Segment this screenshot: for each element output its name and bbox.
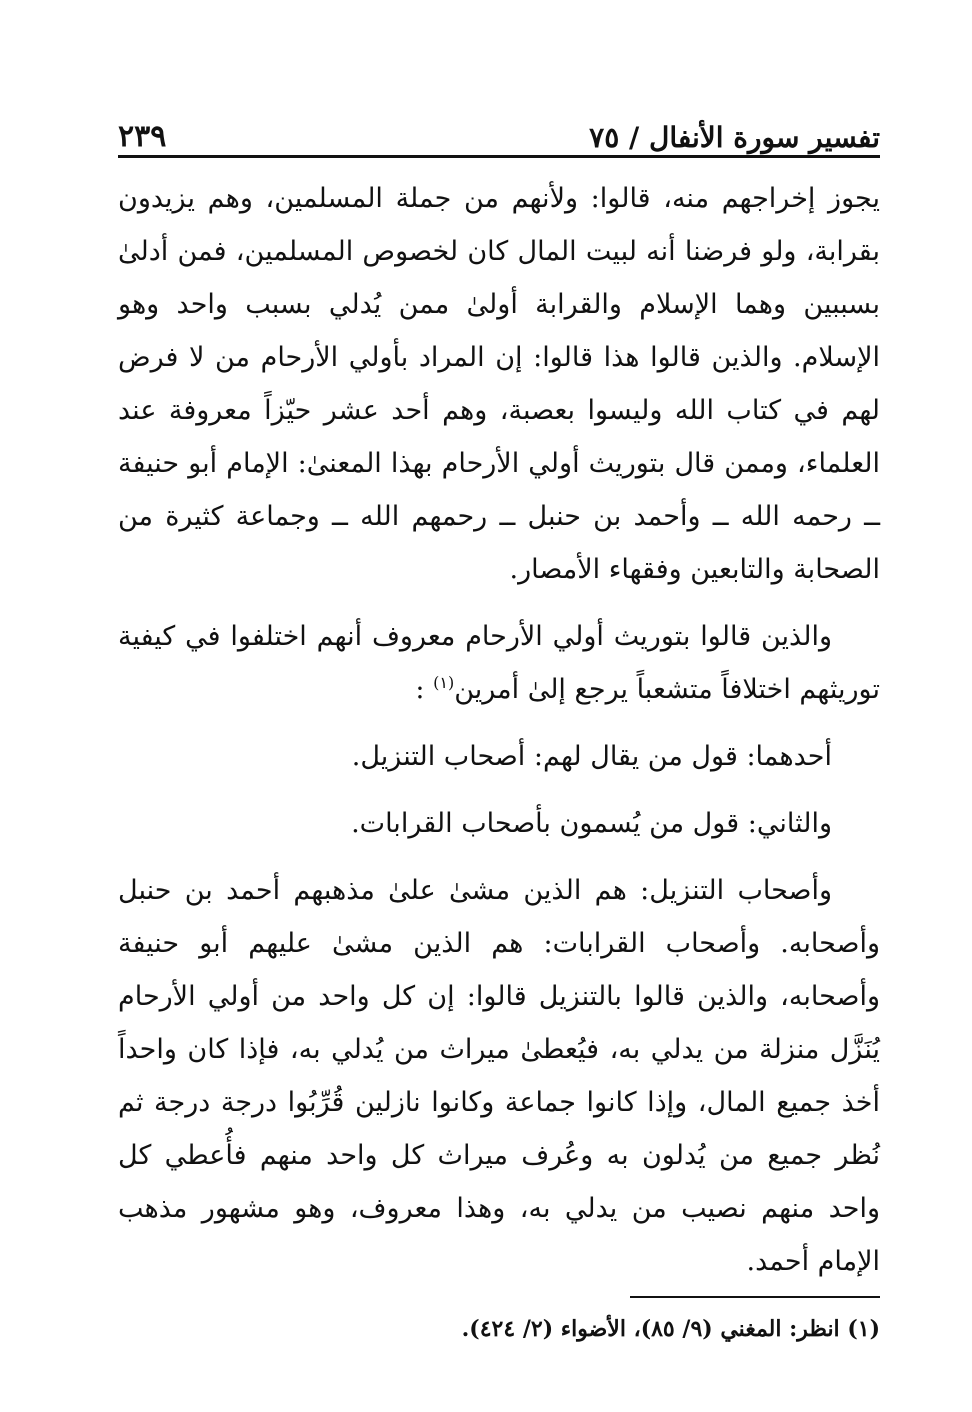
running-title: تفسير سورة الأنفال / ٧٥ [589,121,880,154]
footnote: (١) انظر: المغني (٩/ ٨٥)، الأضواء (٢/ ٤٢٤). [461,1316,880,1342]
footnote-rule [630,1296,880,1298]
paragraph-2-text: والذين قالوا بتوريث أولي الأرحام معروف أنهم اختلفوا في كيفية توريثهم اختلافاً متشعباً يرجع إلىٰ أمرين [118,621,880,705]
paragraph-5: وأصحاب التنزيل: هم الذين مشىٰ علىٰ مذهبهم أحمد بن حنبل وأصحابه. وأصحاب القرابات: هم الذين مشىٰ عليهم أبو حنيفة وأصحابه، والذين قالوا بالتنزيل قالوا: إن كل واحد من أولي الأرحام يُنَزَّل منزلة من يدلي به، فيُعطىٰ ميراث من يُدلي به، فإذا كان واحداً أخذ جميع المال، وإذا كانوا جماعة وكانوا نازلين قُرِّبُوا درجة درجة ثم نُظر جميع من يُدلون به وعُرف ميراث كل واحد منهم فأُعطي كل واحد منهم نصيب من يدلي به، وهذا معروف، وهو مشهور مذهب الإمام أحمد. [118,875,880,1277]
paragraph-1: يجوز إخراجهم منه، قالوا: ولأنهم من جملة المسلمين، وهم يزيدون بقرابة، ولو فرضنا أنه لبيت المال كان لخصوص المسلمين، فمن أدلىٰ بسببين وهما الإسلام والقرابة أولىٰ ممن يُدلي بسبب واحد وهو الإسلام. والذين قالوا هذا قالوا: إن المراد بأولي الأرحام من لا فرض لهم في كتاب الله وليسوا بعصبة، وهم أحد عشر حيّزاً معروفة عند العلماء، وممن قال بتوريث أولي الأرحام بهذا المعنىٰ: الإمام أبو حنيفة ــ رحمه الله ــ وأحمد بن حنبل ــ رحمهم الله ــ وجماعة كثيرة من الصحابة والتابعين وفقهاء الأمصار. [118,183,880,585]
body-text [118,172,880,1288]
page-number: ٢٣٩ [118,119,167,154]
paragraph-4: والثاني: قول من يُسمون بأصحاب القرابات. [351,808,832,839]
header-rule [118,155,880,158]
paragraph-2 [118,610,880,716]
paragraph-3: أحدهما: قول من يقال لهم: أصحاب التنزيل. [351,741,832,772]
page-header [118,96,880,152]
paragraph-2-end: : [415,674,425,705]
footnote-reference[interactable]: (١) [433,673,455,692]
